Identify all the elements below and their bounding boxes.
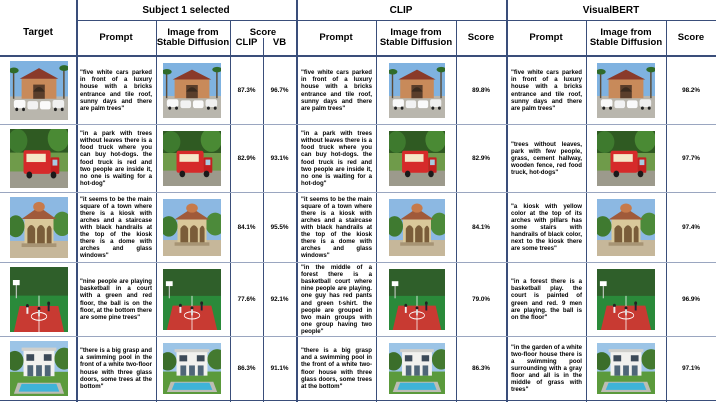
sd-image-subject [163,199,221,256]
vrule-9 [666,20,667,402]
score-clip: 84.1% [472,223,490,231]
score-subject-clip: 87.3% [237,86,256,94]
sd-image-vb [597,343,655,394]
sd-image-vb [597,63,655,118]
header-score-clip-group: Score [467,32,495,43]
rule-header [0,55,716,57]
target-image [10,341,68,396]
prompt-vb: "in a forest there is a basketball play. the court is painted of green and red. 9 men are playing. the ball is on the floor" [511,278,582,321]
header-group-visualbert: VisualBERT [582,5,640,16]
target-image [10,61,68,120]
header-prompt-subject: Prompt [99,32,133,43]
sd-image-subject [163,269,221,330]
prompt-vb: "trees without leaves, park with few people, grass, cement hallway, wooden fence, red food truck, hot-dogs" [511,140,582,177]
score-vb: 98.2% [682,86,700,94]
sd-image-subject [163,63,221,118]
score-vb: 97.4% [682,223,700,231]
score-vb: 96.9% [682,295,700,303]
header-group-clip: CLIP [389,5,413,16]
header-prompt-vb: Prompt [529,32,563,43]
prompt-vb: "a kiosk with yellow color at the top of its arches with pillars has some stairs with handrails of black color, next to the kiosk there are some trees" [511,202,582,253]
sd-image-vb [597,199,655,256]
target-image [10,197,68,258]
sd-image-clip [389,131,445,186]
sd-image-subject [163,343,221,394]
score-vb: 97.7% [682,154,700,162]
score-subject-vb: 91.1% [270,364,289,372]
rule-bottom [0,400,716,401]
prompt-clip: "five white cars parked in front of a luxury house with a bricks entrance and tile roof, sunny days and there are palm trees" [301,69,372,112]
score-subject-vb: 92.1% [270,295,289,303]
prompt-subject: "five white cars parked in front of a luxury house with a bricks entrance and tile roof, sunny days and there are palm trees" [80,69,152,112]
header-score-vb-group: Score [677,32,705,43]
vrule-6 [456,20,457,402]
rule-group [76,20,716,21]
prompt-vb: "five white cars parked in front of a luxury house with a bricks entrance and tile roof, sunny days and there are palm trees" [511,69,582,112]
sd-image-subject [163,131,221,186]
prompt-subject: "it seems to be the main square of a town where there is a kiosk with arches and a staircase with black handrails at the top of the kiosk there is a dome with arches and glass windows" [80,195,152,260]
header-target: Target [23,27,53,38]
sd-image-clip [389,199,445,256]
score-clip: 89.8% [472,86,490,94]
sd-image-vb [597,269,655,330]
score-subject-clip: 82.9% [237,154,256,162]
rule-row-3 [0,262,716,263]
header-score-clip: CLIP [235,37,258,48]
score-subject-clip: 86.3% [237,364,256,372]
prompt-subject: "in a park with trees without leaves there is a food truck where you can buy hot-dogs. the food truck is red and two people are inside it, no one is waiting for a hot-dog" [80,130,152,187]
prompt-subject: "nine people are playing basketball in a court with a green and red floor, the ball is on the floor, at the bottom there are some pine trees" [80,278,152,321]
prompt-clip: "in the middle of a forest there is a basketball court where nine people are playing. one guy has red pants and green t-shirt. the people are grouped in two main groups with one group having two people" [301,264,372,335]
target-image [10,267,68,332]
vrule-3 [230,20,231,402]
score-clip: 82.9% [472,154,490,162]
vrule-4 [296,0,298,402]
score-subject-vb: 93.1% [270,154,289,162]
vrule-7 [506,0,508,402]
prompt-vb: "in the garden of a white two-floor house there is a swimming pool surrounding with a gray floor and all is in the middle of grass with trees" [511,343,582,394]
rule-row-4 [0,336,716,337]
sd-image-clip [389,343,445,394]
prompt-subject: "there is a big grasp and a swimming pool in the front of a white two-floor house with three glass doors, some trees at the bottom" [80,347,152,390]
header-image-vb: Image from Stable Diffusion [589,27,663,48]
header-score-vb: VB [272,37,287,48]
vrule-8 [586,20,587,402]
header-group-subject: Subject 1 selected [142,5,230,16]
rule-row-1 [0,124,716,125]
prompt-clip: "in a park with trees without leaves there is a food truck where you can buy hot-dogs. the food truck is red and two people are inside it, no one is waiting for a hot-dog" [301,130,372,187]
target-image [10,129,68,188]
prompt-clip: "it seems to be the main square of a town where there is a kiosk with arches and a staircase with black handrails at the top of the kiosk there is a dome with arches and glass windows" [301,195,372,260]
score-subject-clip: 84.1% [237,223,256,231]
header-score-subject: Score [249,27,277,38]
score-subject-clip: 77.6% [237,295,256,303]
score-clip: 79.0% [472,295,490,303]
rule-row-2 [0,192,716,193]
sd-image-clip [389,63,445,118]
header-prompt-clip: Prompt [319,32,353,43]
vrule-1 [76,0,78,402]
vrule-5 [376,20,377,402]
score-subject-vb: 96.7% [270,86,289,94]
header-image-clip: Image from Stable Diffusion [379,27,453,48]
header-image-subject: Image from Stable Diffusion [156,27,230,48]
score-clip: 86.3% [472,364,490,372]
score-subject-vb: 95.5% [270,223,289,231]
vrule-2 [156,20,157,402]
score-vb: 97.1% [682,364,700,372]
prompt-clip: "there is a big grasp and a swimming pool in the front of a white two-floor house with three glass doors, some trees at the bottom" [301,347,372,390]
sd-image-clip [389,269,445,330]
sd-image-vb [597,131,655,186]
